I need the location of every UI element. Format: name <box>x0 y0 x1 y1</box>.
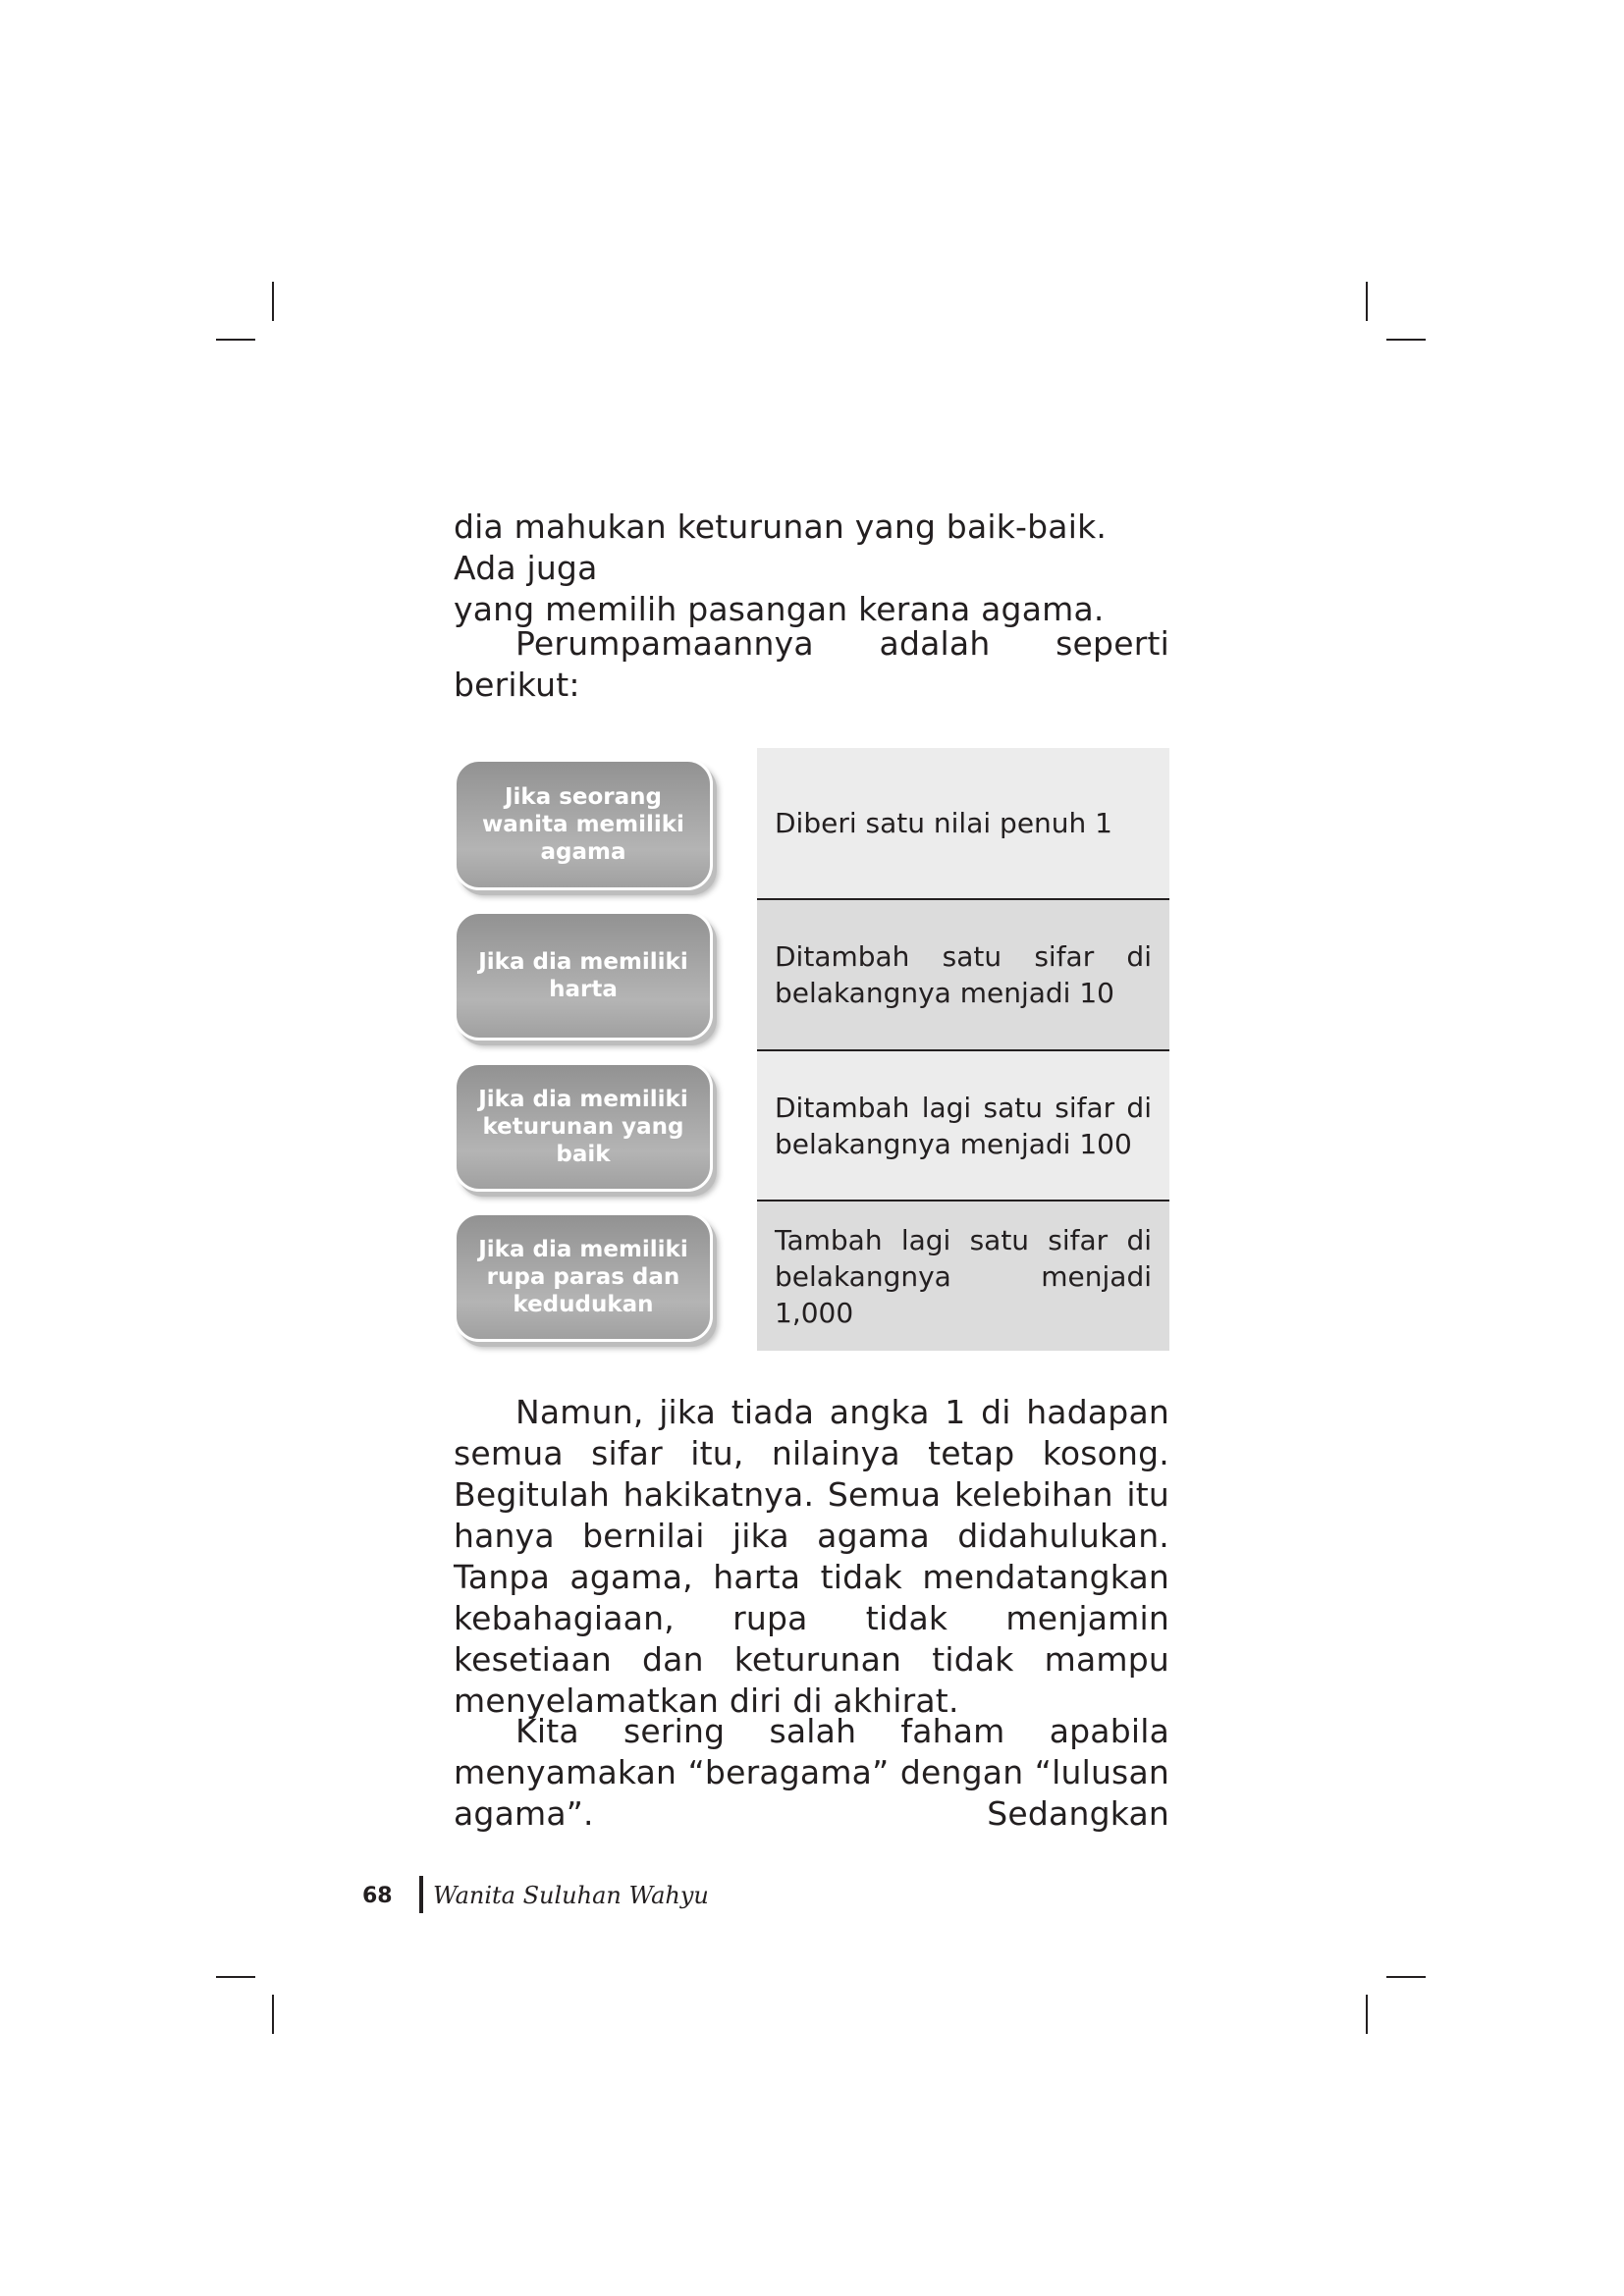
page-number: 68 <box>362 1884 393 1908</box>
paragraph-text: dia mahukan keturunan yang baik-baik. Ada juga yang memilih pasangan kerana agama. <box>454 507 1108 628</box>
result-text: Ditambah satu sifar di belakangnya menjadi 10 <box>775 940 1152 1009</box>
result-text: Ditambah lagi satu sifar di belakangnya menjadi 100 <box>775 1091 1152 1160</box>
condition-text: Jika dia memiliki harta <box>478 949 688 1002</box>
result-cell <box>757 1051 1169 1200</box>
condition-pill <box>454 759 713 890</box>
result-text: Tambah lagi satu sifar di belakangnya menjadi 1,000 <box>775 1223 1152 1329</box>
condition-pill <box>454 911 713 1041</box>
crop-mark <box>216 1976 255 1978</box>
body-paragraph <box>454 1711 1169 1835</box>
condition-text: Jika seorang wanita memiliki agama <box>482 784 684 865</box>
crop-mark <box>1366 282 1368 321</box>
book-title: Wanita Suluhan Wahyu <box>433 1882 709 1909</box>
result-cell <box>757 1201 1169 1351</box>
crop-mark <box>1386 339 1426 341</box>
paragraph-text: Kita sering salah faham apabila menyamakan “beragama” dengan “lulusan agama”. Sedangkan <box>454 1712 1169 1833</box>
value-scheme <box>454 748 1169 1351</box>
crop-mark <box>272 1995 274 2034</box>
condition-text: Jika dia memiliki rupa paras dan kedudukan <box>478 1237 688 1317</box>
paragraph-text: Perumpamaannya adalah seperti berikut: <box>454 624 1169 704</box>
body-paragraph <box>454 507 1169 630</box>
condition-pill <box>454 1062 713 1192</box>
result-cell <box>757 748 1169 898</box>
crop-mark <box>1366 1995 1368 2034</box>
footer-divider <box>419 1876 423 1913</box>
crop-mark <box>1386 1976 1426 1978</box>
condition-text: Jika dia memiliki keturunan yang baik <box>478 1087 688 1167</box>
body-paragraph <box>454 1392 1169 1722</box>
crop-mark <box>272 282 274 321</box>
result-text: Diberi satu nilai penuh 1 <box>775 807 1112 839</box>
result-cell <box>757 900 1169 1049</box>
intro-paragraph <box>454 623 1169 706</box>
paragraph-text: Namun, jika tiada angka 1 di hadapan semua sifar itu, nilainya tetap kosong. Begitulah hakikatnya. Semua kelebihan itu hanya bernilai jika agama didahulukan. Tanpa agama, harta tidak mendatangkan kebahagiaan, rupa tidak menjamin kesetiaan dan keturunan tidak mampu menyelamatkan diri di akhirat. <box>454 1393 1169 1720</box>
condition-pill <box>454 1212 713 1342</box>
crop-mark <box>216 339 255 341</box>
